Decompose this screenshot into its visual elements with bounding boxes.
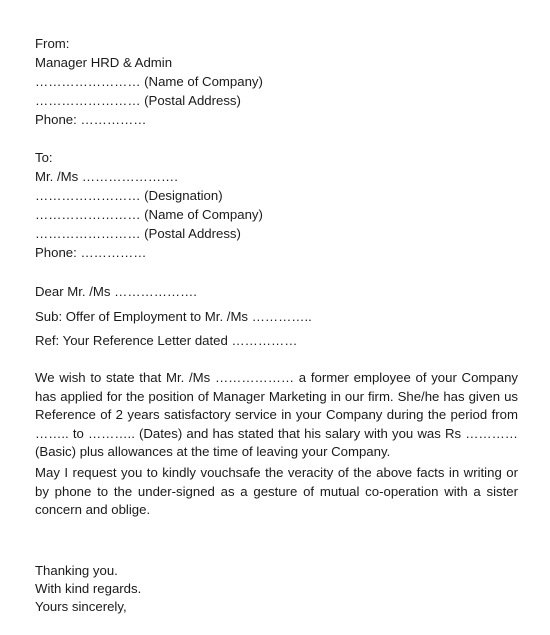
from-line-phone: Phone: …………… [35,112,147,127]
to-line-company: …………………… (Name of Company) [35,207,263,222]
from-heading: From: [35,36,70,51]
from-line-title: Manager HRD & Admin [35,55,173,70]
closing-thanks: Thanking you. [35,563,118,578]
to-heading: To: [35,150,53,165]
subject-line: Sub: Offer of Employment to Mr. /Ms ………….. [35,309,312,324]
from-line-address: …………………… (Postal Address) [35,93,241,108]
to-line-address: …………………… (Postal Address) [35,226,241,241]
to-line-designation: …………………… (Designation) [35,188,223,203]
to-line-phone: Phone: …………… [35,245,147,260]
to-line-name: Mr. /Ms …………………. [35,169,178,184]
closing-signoff: Yours sincerely, [35,599,127,614]
closing-regards: With kind regards. [35,581,142,596]
reference-line: Ref: Your Reference Letter dated …………… [35,333,298,348]
body-paragraph-2: May I request you to kindly vouchsafe the veracity of the above facts in writing or by phone to the under-signed as a gesture of mutual co-operation with a sister concern and oblige. [35,465,518,517]
salutation: Dear Mr. /Ms ………………. [35,284,197,299]
from-line-company: …………………… (Name of Company) [35,74,263,89]
body-paragraph-1: We wish to state that Mr. /Ms ……………… a former employee of your Company has applied for the position of Manager Marketing in our firm. She/he has given us Reference of 2 years satisfactory service in your Company during the period from …….. to ……….. (Dates) and has stated that his salary with you was Rs ………… (Basic) plus allowances at the time of leaving your Company. [35,370,518,459]
